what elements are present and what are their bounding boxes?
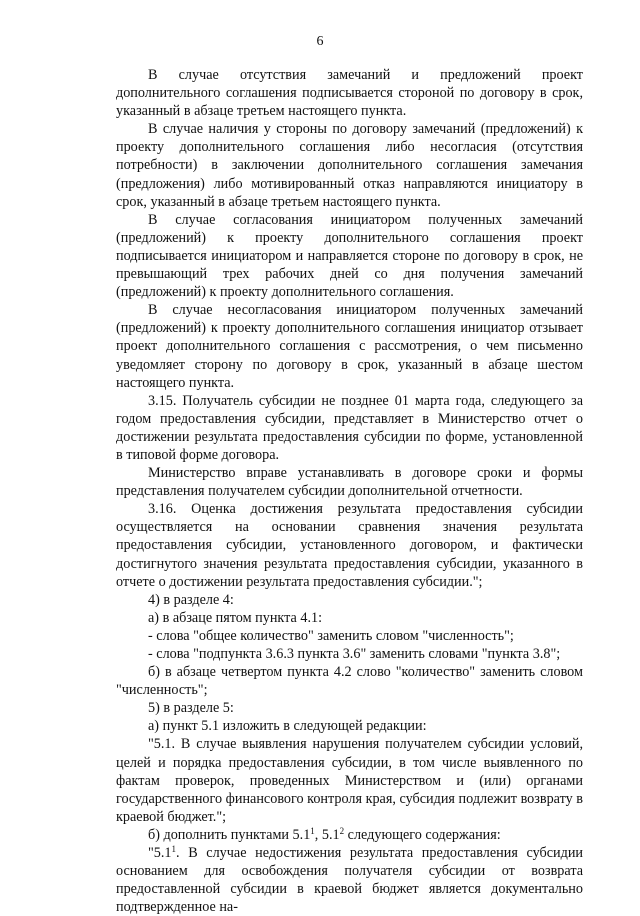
text-run: следующего содержания: xyxy=(344,826,501,843)
paragraph: а) в абзаце пятом пункта 4.1: xyxy=(148,609,323,626)
paragraph: 5) в разделе 5: xyxy=(148,700,234,717)
paragraph: В случае наличия у стороны по договору замечаний (предложений) к проекту дополнительного соглашения либо несогласия (отсутствия потребности) в заключении дополнительного соглашения замечания (предложения) либо мотивированный отказ направляются инициатору в срок, указанный в абзаце третьем настоящего пункта. xyxy=(116,121,583,210)
paragraph xyxy=(116,826,583,844)
text-run: . В случае недостижения результата предоставления субсидии основанием для освобождения получателя субсидии от возврата предоставленной субсидии в краевой бюджет является документально подтвержденное на- xyxy=(116,845,583,916)
paragraph: В случае отсутствия замечаний и предложений проект дополнительного соглашения подписывается стороной по договору в срок, указанный в абзаце третьем настоящего пункта. xyxy=(116,67,583,120)
superscript: 2 xyxy=(339,825,345,836)
paragraph: "5.1. В случае выявления нарушения получателем субсидии условий, целей и порядка предоставления субсидии, в том числе выявленного по фактам проверок, проведенных Министерством и (или) органами государственного финансового контроля края, субсидия подлежит возврату в краевой бюджет."; xyxy=(116,736,583,825)
paragraph: 3.16. Оценка достижения результата предоставления субсидии осуществляется на основании сравнения значения результата предоставления субсидии, установленного договором, и фактически достигнутого значения результата предоставления субсидии, указанного в отчете о достижении результата предоставления субсидии."; xyxy=(116,501,583,590)
paragraph: В случае согласования инициатором полученных замечаний (предложений) к проекту дополнительного соглашения проект подписывается инициатором и направляется стороне по договору в срок, не превышающий трех рабочих дней со дня получения замечаний (предложений) к проекту дополнительного соглашения. xyxy=(116,211,583,301)
paragraph: В случае несогласования инициатором полученных замечаний (предложений) к проекту дополнительного соглашения инициатор отзывает проект дополнительного соглашения с рассмотрения, о чем письменно уведомляет сторону по договору в срок, указанный в абзаце шестом настоящего пункта. xyxy=(116,302,583,391)
document-body xyxy=(116,66,583,916)
text-run: б) дополнить пунктами 5.1 xyxy=(148,826,311,843)
paragraph xyxy=(116,844,583,916)
paragraph: б) в абзаце четвертом пункта 4.2 слово "количество" заменить словом "численность"; xyxy=(116,664,583,699)
paragraph: 3.15. Получатель субсидии не позднее 01 марта года, следующего за годом предоставления субсидии, представляет в Министерство отчет о достижении результата предоставления субсидии по форме, установленной в типовой форме договора. xyxy=(116,392,583,463)
paragraph: - слова "подпункта 3.6.3 пункта 3.6" заменить словами "пункта 3.8"; xyxy=(148,646,561,662)
superscript: 1 xyxy=(171,844,177,855)
paragraph: а) пункт 5.1 изложить в следующей редакции: xyxy=(148,718,427,735)
paragraph: 4) в разделе 4: xyxy=(148,591,234,608)
paragraph: - слова "общее количество" заменить словом "численность"; xyxy=(148,627,514,644)
paragraph: Министерство вправе устанавливать в договоре сроки и формы представления получателем субсидии дополнительной отчетности. xyxy=(116,465,583,500)
page-number: 6 xyxy=(316,34,324,49)
text-run: "5.1 xyxy=(148,845,172,862)
text-run: , 5.1 xyxy=(314,826,340,843)
superscript: 1 xyxy=(310,825,315,836)
